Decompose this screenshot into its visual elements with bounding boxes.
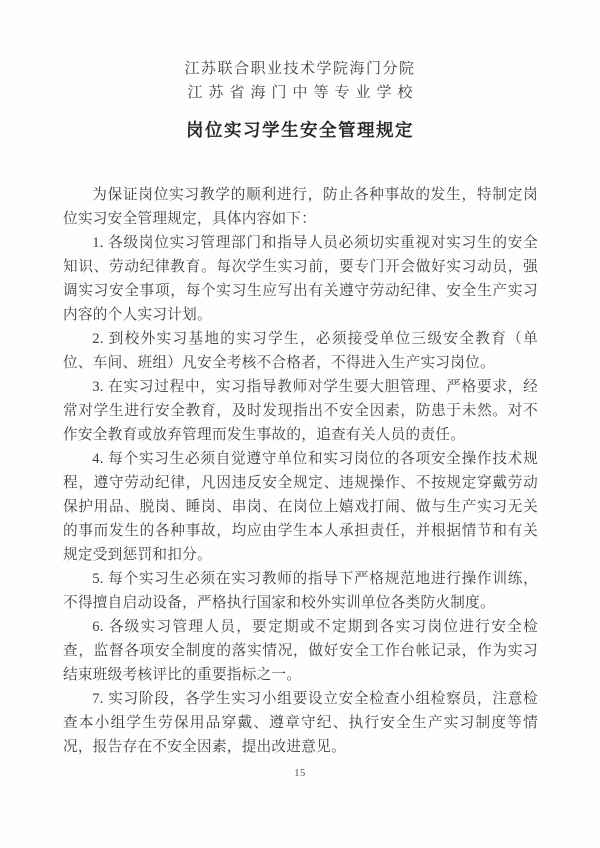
intro-paragraph: 为保证岗位实习教学的顺利进行，防止各种事故的发生，特制定岗位实习安全管理规定，具体内容如下： <box>63 187 538 227</box>
document-header <box>0 0 600 142</box>
rule-paragraph-6: 6. 各级实习管理人员，要定期或不定期到各实习岗位进行安全检查，监督各项安全制度的落实情况，做好安全工作台帐记录，作为实习结束班级考核评比的重要指标之一。 <box>63 619 538 683</box>
institution-name-line-1: 江苏联合职业技术学院海门分院 <box>184 61 416 77</box>
rule-paragraph-4: 4. 每个实习生必须自觉遵守单位和实习岗位的各项安全操作技术规程，遵守劳动纪律，凡因违反安全规定、违规操作、不按规定穿戴劳动保护用品、脱岗、睡岗、串岗、在岗位上嬉戏打闹、做与生产实习无关的事而发生的各种事故，均应由学生本人承担责任，并根据情节和有关规定受到惩罚和扣分。 <box>63 451 538 563</box>
page-number: 15 <box>294 768 306 779</box>
rule-paragraph-7: 7. 实习阶段，各学生实习小组要设立安全检查小组检察员，注意检查本小组学生劳保用品穿戴、遵章守纪、执行安全生产实习制度等情况，报告存在不安全因素，提出改进意见。 <box>63 691 538 755</box>
document-title: 岗位实习学生安全管理规定 <box>186 120 414 140</box>
rule-paragraph-1: 1. 各级岗位实习管理部门和指导人员必须切实重视对实习生的安全知识、劳动纪律教育。每次学生实习前，要专门开会做好实习动员，强调实习安全事项，每个实习生应写出有关遵守劳动纪律、安全生产实习内容的个人实习计划。 <box>63 235 538 323</box>
rule-paragraph-5: 5. 每个实习生必须在实习教师的指导下严格规范地进行操作训练，不得擅自启动设备，严格执行国家和校外实训单位各类防火制度。 <box>63 571 538 611</box>
rule-paragraph-2: 2. 到校外实习基地的实习学生，必须接受单位三级安全教育（单位、车间、班组）凡安全考核不合格者，不得进入生产实习岗位。 <box>63 331 538 371</box>
rule-paragraph-3: 3. 在实习过程中，实习指导教师对学生要大胆管理、严格要求，经常对学生进行安全教育，及时发现指出不安全因素，防患于未然。对不作安全教育或放弃管理而发生事故的，追查有关人员的责任。 <box>63 379 538 443</box>
institution-name-line-2: 江苏省海门中等专业学校 <box>187 85 419 101</box>
document-body <box>63 183 538 759</box>
